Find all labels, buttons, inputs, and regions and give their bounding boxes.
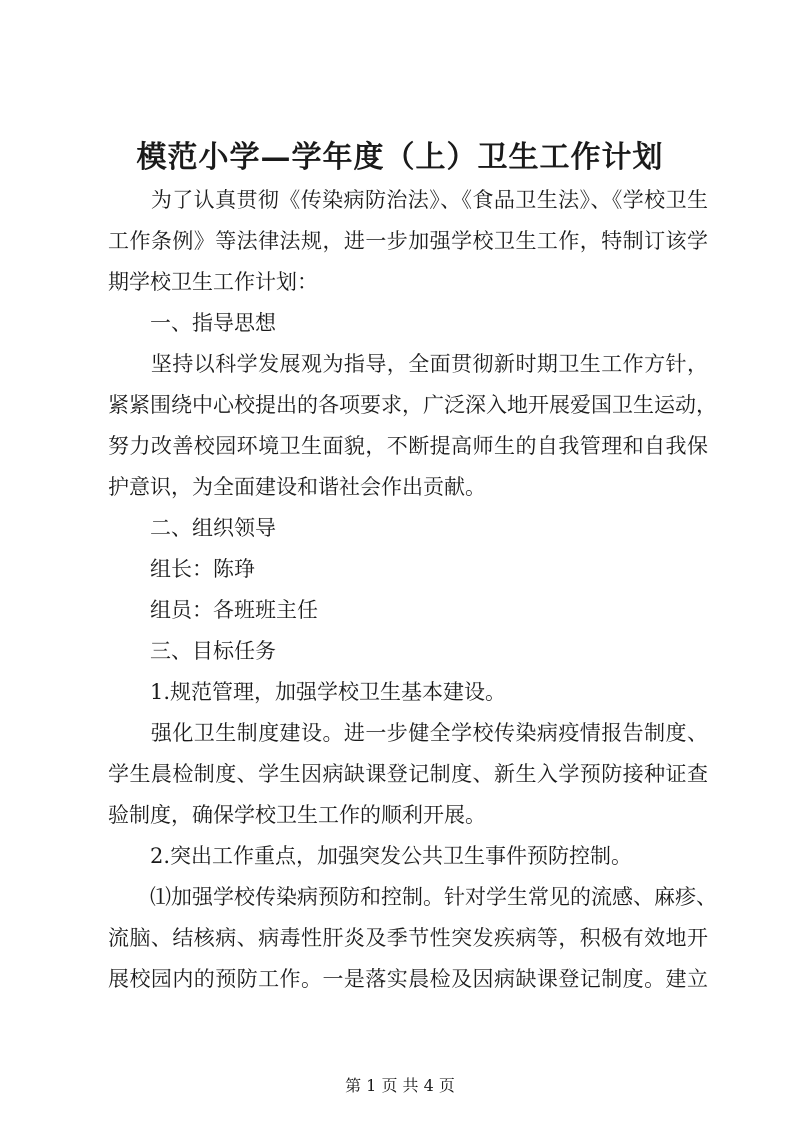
document-title: 模范小学—学年度（上）卫生工作计划 [136, 140, 664, 175]
paragraph-line: 工作条例》等法律法规，进一步加强学校卫生工作，特制订该学 [108, 229, 708, 253]
paragraph-line: ⑴加强学校传染病预防和控制。针对学生常见的流感、麻疹、 [108, 885, 717, 909]
paragraph-line: 流脑、结核病、病毒性肝炎及季节性突发疾病等，积极有效地开 [108, 926, 708, 950]
paragraph-line: 展校园内的预防工作。一是落实晨检及因病缺课登记制度。建立 [108, 967, 708, 991]
section-heading: 一、指导思想 [108, 311, 276, 335]
paragraph-line: 组员：各班班主任 [108, 598, 318, 622]
paragraph-line: 期学校卫生工作计划： [108, 270, 318, 294]
section-heading: 三、目标任务 [108, 639, 276, 663]
paragraph-line: 坚持以科学发展观为指导，全面贯彻新时期卫生工作方针， [108, 352, 708, 376]
paragraph-line: 紧紧围绕中心校提出的各项要求，广泛深入地开展爱国卫生运动， [108, 393, 717, 417]
paragraph-line: 组长：陈琤 [108, 557, 255, 581]
paragraph-line: 学生晨检制度、学生因病缺课登记制度、新生入学预防接种证查 [108, 762, 708, 786]
paragraph-line: 强化卫生制度建设。进一步健全学校传染病疫情报告制度、 [108, 721, 708, 745]
paragraph-line: 护意识，为全面建设和谐社会作出贡献。 [108, 475, 486, 499]
page-footer: 第 1 页 共 4 页 [345, 1076, 455, 1095]
paragraph-line: 1.规范管理，加强学校卫生基本建设。 [108, 680, 507, 704]
paragraph-line: 为了认真贯彻《传染病防治法》、《食品卫生法》、《学校卫生 [108, 188, 708, 212]
paragraph-line: 努力改善校园环境卫生面貌，不断提高师生的自我管理和自我保 [108, 434, 708, 458]
paragraph-line: 2.突出工作重点，加强突发公共卫生事件预防控制。 [108, 844, 633, 868]
paragraph-line: 验制度，确保学校卫生工作的顺利开展。 [108, 803, 486, 827]
section-heading: 二、组织领导 [108, 516, 276, 540]
